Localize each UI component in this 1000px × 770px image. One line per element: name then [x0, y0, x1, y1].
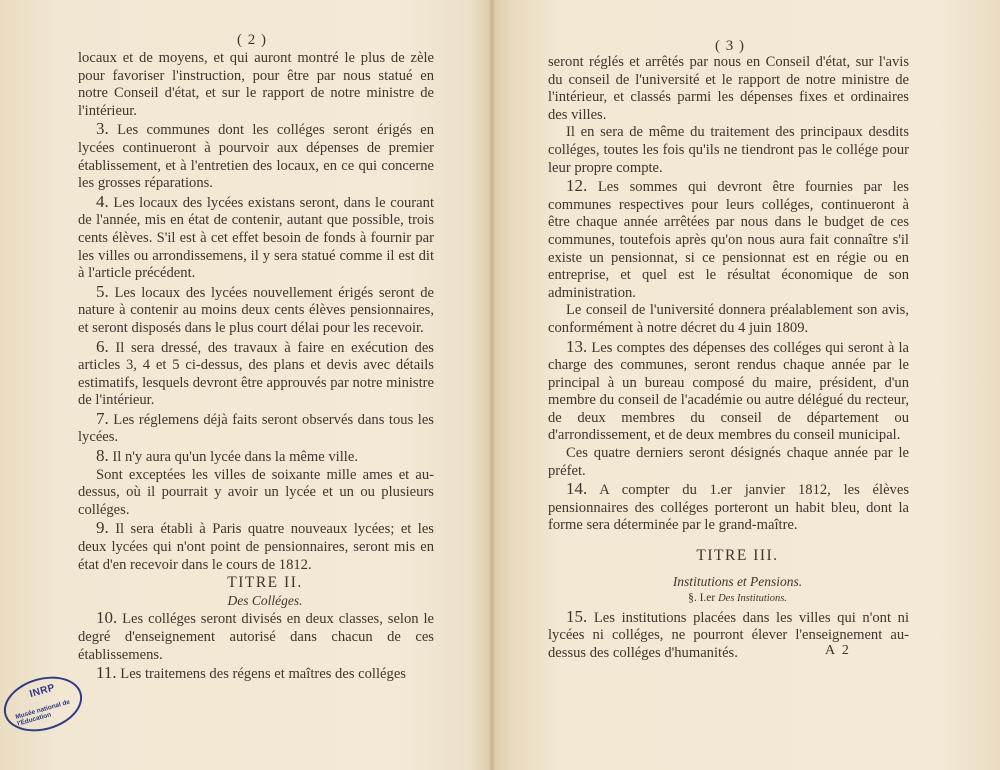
article-number: 10.	[96, 608, 118, 628]
paragraph: Il en sera de même du traitement des principaux desdits colléges, toutes les fois qu'ils ne tiendront pas le collége pour leur propre compte.	[548, 124, 909, 176]
article-number: 8.	[96, 446, 109, 466]
article-number: 14.	[566, 479, 588, 499]
article-7	[78, 410, 434, 447]
signature-mark: A 2	[825, 643, 851, 658]
right-page-text	[548, 54, 909, 663]
article-number: 9.	[96, 518, 109, 538]
left-page-number: ( 2 )	[237, 32, 267, 48]
article-number: 12.	[566, 176, 588, 196]
article-number: 7.	[96, 408, 109, 428]
article-number: 13.	[566, 336, 588, 356]
article-6	[78, 338, 434, 410]
article-text: Les locaux des lycées nouvellement érigés seront de nature à contenir au moins deux cents élèves pensionnaires, et seront disposés dans le plus court délai pour les recevoir.	[78, 284, 434, 336]
article-text: Il n'y aura qu'un lycée dans la même ville.	[112, 449, 358, 466]
left-page-text	[78, 50, 434, 684]
titre-subtitle: Institutions et Pensions.	[672, 573, 803, 589]
article-number: 5.	[96, 281, 109, 301]
article-11	[78, 664, 434, 684]
article-text: Les communes dont les colléges seront érigés en lycées continueront à pourvoir aux dépenses de premier établissement, et à l'entretien des locaux, en ce qui concerne les grosses réparations.	[78, 122, 434, 192]
article-text: Les comptes des dépenses des colléges qui seront à la charge des communes, seront rendus chaque année par le principal à un bureau composé du maire, président, d'un membre du conseil de l'académie ou autre délégué du recteur, de deux membres du conseil de département ou d'arrondissement, et de deux membres du conseil municipal.	[548, 339, 909, 444]
article-9	[78, 519, 434, 574]
right-page	[495, 0, 1000, 770]
article-number: 15.	[566, 606, 588, 626]
article-text: Les colléges seront divisés en deux classes, selon le degré d'enseignement autorisé dans chacun de ces établissemens.	[78, 611, 434, 663]
article-text: Les sommes qui devront être fournies par les communes respectives pour leurs colléges, continueront à être chaque année arrêtées par nous dans le budget de ces communes, toutefois après qu'on nous aura fait connaître s'il existe un pensionnat, si ce pensionnat est en régie ou en entreprise, et quel est le résultat économique de son administration.	[548, 179, 909, 301]
article-text: Il sera établi à Paris quatre nouveaux lycées; et les deux lycées qui n'ont point de pensionnaires, seront mis en état d'en recevoir dans le cours de 1812.	[78, 521, 434, 573]
article-4	[78, 193, 434, 283]
paragraph: Le conseil de l'université donnera préalablement son avis, conformément à notre décret du 4 juin 1809.	[548, 302, 909, 336]
titre-subtitle: Des Colléges.	[227, 592, 303, 608]
titre-heading: TITRE II.	[227, 574, 303, 592]
article-14	[548, 480, 909, 535]
article-text: Les locaux des lycées existans seront, dans le courant de l'année, mis en état de contenir, autant que possible, trois cents élèves. S'il est à cet effet besoin de fonds à fournir par les villes ou arrondissemens, il y sera statué comme il est dit à l'article précédent.	[78, 194, 434, 282]
left-page	[0, 0, 490, 770]
article-text: Il sera dressé, des travaux à faire en exécution des articles 3, 4 et 5 ci-dessus, des plans et devis avec détails estimatifs, lesquels devront être approuvés par notre ministre de l'intérieur.	[78, 339, 434, 409]
section-number: §. I.er	[688, 592, 716, 605]
section-title: Des Institutions.	[718, 593, 787, 605]
article-15	[548, 608, 909, 663]
article-5	[78, 283, 434, 338]
article-12	[548, 177, 909, 302]
paragraph: Sont exceptées les villes de soixante mille ames et au-dessus, où il pourrait y avoir un lycée et un ou plusieurs colléges.	[78, 466, 434, 518]
library-stamp	[0, 668, 89, 740]
article-text: A compter du 1.er janvier 1812, les élèves pensionnaires des colléges porteront un habit bleu, dont la forme sera déterminée par le grand-maître.	[548, 482, 910, 534]
article-10	[78, 609, 434, 664]
article-13	[548, 338, 909, 446]
titre-heading: TITRE III.	[696, 547, 779, 565]
stamp-text: INRP	[28, 682, 57, 701]
article-number: 3.	[96, 119, 109, 139]
article-text: Les traitemens des régens et maîtres des colléges	[120, 666, 406, 683]
right-page-number: ( 3 )	[715, 38, 745, 54]
paragraph: Ces quatre derniers seront désignés chaque année par le préfet.	[548, 445, 909, 479]
article-number: 11.	[96, 663, 117, 683]
article-text: Les réglemens déjà faits seront observés dans tous les lycées.	[78, 411, 434, 446]
stamp-subtext: Musée national de l'Éducation	[14, 698, 71, 728]
article-3	[78, 120, 434, 192]
section-heading	[548, 590, 909, 608]
article-text: Les institutions placées dans les villes qui n'ont ni lycées ni colléges, ne pourront élever l'enseignement au-dessus des colléges d'humanités.	[548, 609, 909, 661]
article-number: 4.	[96, 191, 109, 211]
article-number: 6.	[96, 336, 109, 356]
article-8	[78, 447, 434, 467]
paragraph: seront réglés et arrêtés par nous en Conseil d'état, sur l'avis du conseil de l'université et le rapport de notre ministre de l'intérieur, et classés parmi les dépenses fixes et ordinaires des villes.	[548, 54, 909, 123]
paragraph: locaux et de moyens, et qui auront montré le plus de zèle pour favoriser l'instruction, pour être par nous statué en notre Conseil d'état, et sur le rapport de notre ministre de l'intérieur.	[78, 50, 434, 119]
